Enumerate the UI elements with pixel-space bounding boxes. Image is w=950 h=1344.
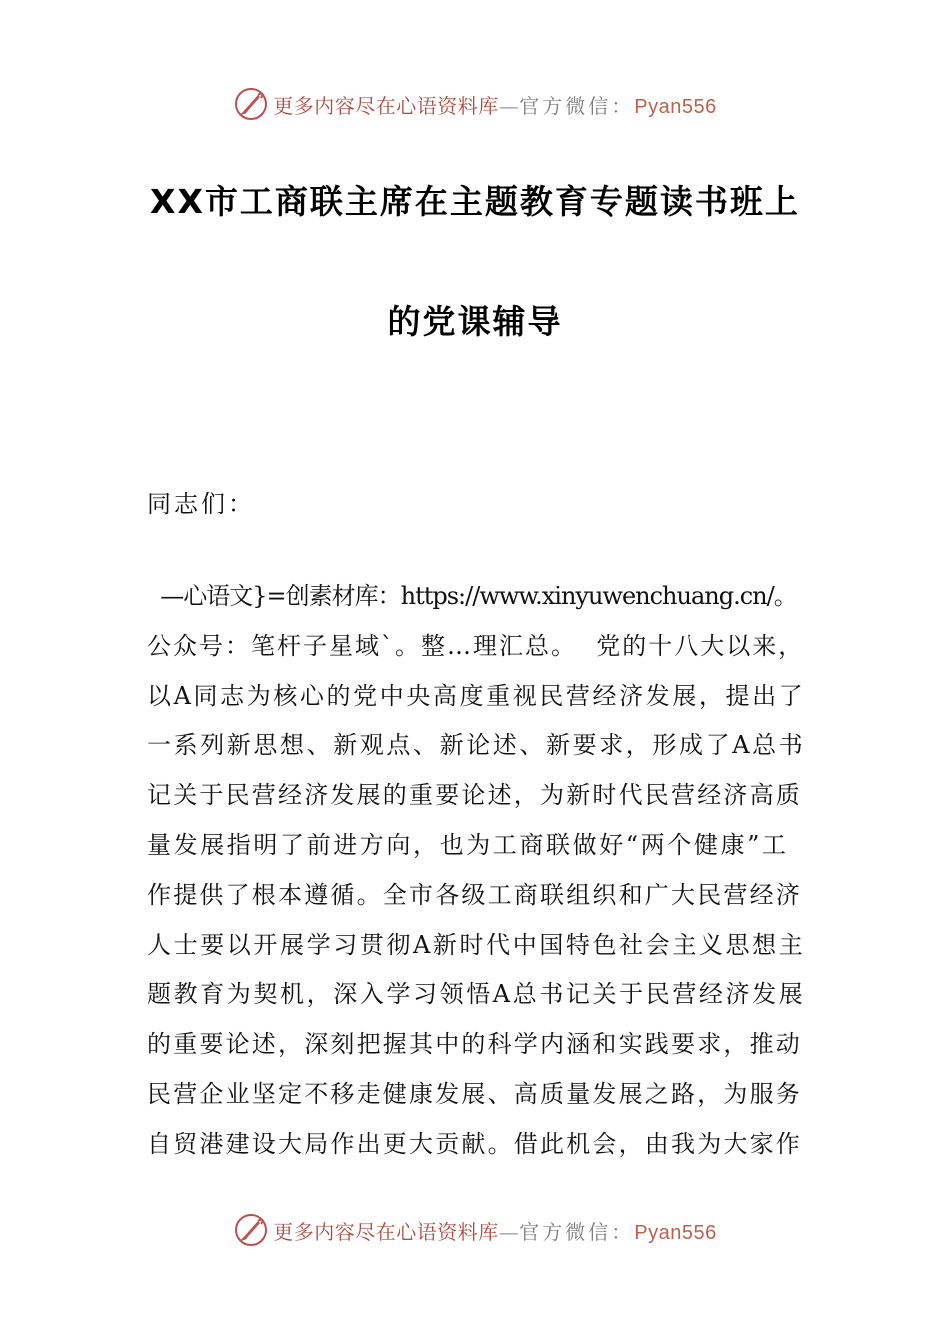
document-title-line2: 的党课辅导: [387, 302, 563, 341]
document-title-line1: XX市工商联主席在主题教育专题读书班上: [150, 182, 800, 221]
quill-logo-icon: [233, 86, 269, 122]
watermark-text: 更多内容尽在心语资料库—官方微信：Pyan556: [273, 1219, 717, 1244]
body-line: 公众号：笔杆子星域`。整…理汇总。 党的十八大以来，: [147, 631, 805, 660]
body-line: —心语文}=创素材库：https://www.xinyuwenchuang.cn/。: [147, 582, 797, 610]
quill-logo-icon: [233, 1212, 269, 1248]
body-line: 民营企业坚定不移走健康发展、高质量发展之路，为服务: [147, 1079, 802, 1108]
body-line: 记关于民营经济发展的重要论述，为新时代民营经济高质: [147, 781, 802, 810]
body-line: 人士要以开展学习贯彻A新时代中国特色社会主义思想主: [147, 930, 806, 959]
watermark-banner-top: [0, 84, 950, 124]
body-line: 以A同志为核心的党中央高度重视民营经济发展，提出了: [147, 681, 806, 710]
body-line: 作提供了根本遵循。全市各级工商联组织和广大民营经济: [147, 880, 802, 909]
watermark-banner-bottom: [0, 1210, 950, 1250]
body-line: 自贸港建设大局作出更大贡献。借此机会，由我为大家作: [147, 1129, 802, 1158]
body-line: 题教育为契机，深入学习领悟A总书记关于民营经济发展: [147, 980, 806, 1009]
greeting: 同志们：: [147, 490, 255, 518]
body-paragraph: [147, 572, 805, 1170]
body-line: 的重要论述，深刻把握其中的科学内涵和实践要求，推动: [147, 1030, 802, 1059]
body-line: 一系列新思想、新观点、新论述、新要求，形成了A总书: [147, 731, 806, 760]
watermark-text: 更多内容尽在心语资料库—官方微信：Pyan556: [273, 93, 717, 118]
body-line: 量发展指明了前进方向，也为工商联做好“两个健康”工: [147, 830, 789, 859]
